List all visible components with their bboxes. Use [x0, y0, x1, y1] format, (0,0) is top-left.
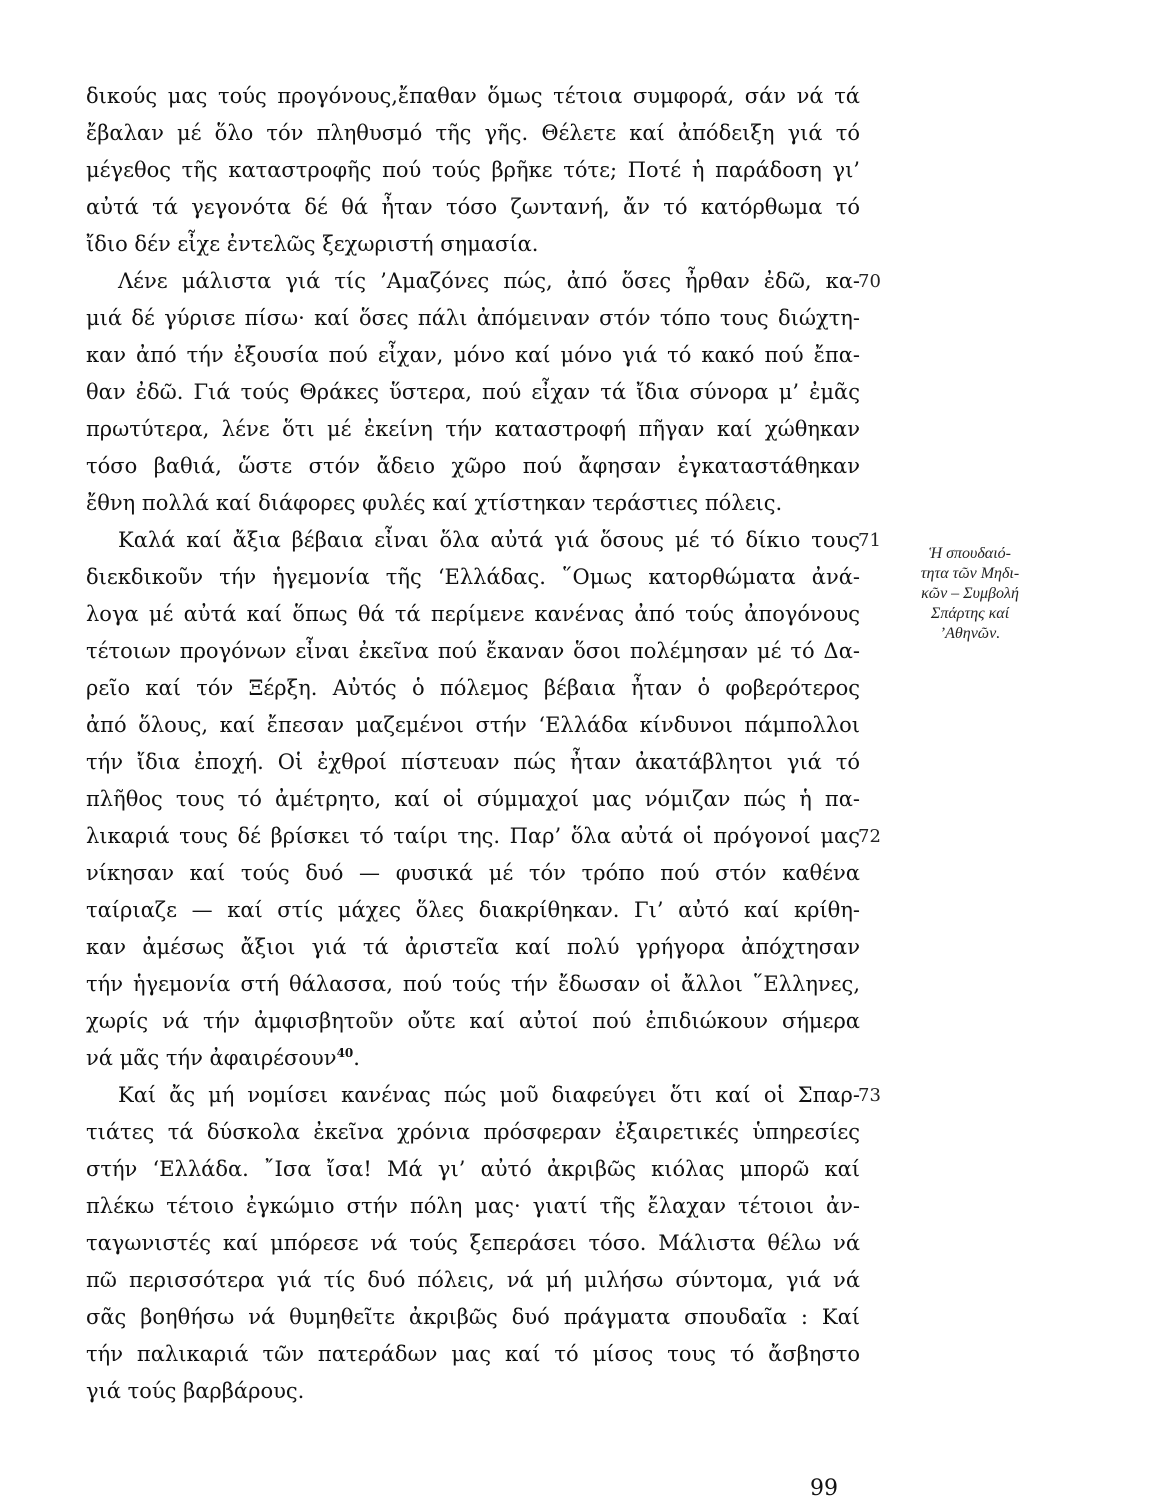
sidenote-line: τητα τῶν Μηδι-: [920, 565, 1020, 582]
text-line: χωρίς νά τήν ἀμφισβητοῦν οὔτε καί αὐτοί πού ἐπιδιώκουν σήμερα: [86, 1009, 860, 1033]
text-line: ἴδιο δέν εἶχε ἐντελῶς ξεχωριστή σημασία.: [86, 232, 539, 256]
text-line: τήν παλικαριά τῶν πατεράδων μας καί τό μίσος τους τό ἄσβηστο: [86, 1342, 860, 1366]
text-line: τόσο βαθιά, ὥστε στόν ἄδειο χῶρο πού ἄφησαν ἐγκαταστάθηκαν: [86, 454, 860, 478]
line-number-70: 70: [858, 271, 881, 292]
text-line: λικαριά τους δέ βρίσκει τό ταίρι της. Παρ’ ὅλα αὐτά οἱ πρόγονοί μας: [86, 824, 860, 848]
text-line: μιά δέ γύρισε πίσω· καί ὅσες πάλι ἀπόμειναν στόν τόπο τους διώχτη-: [86, 306, 860, 330]
text-line: αὐτά τά γεγονότα δέ θά ἦταν τόσο ζωντανή, ἄν τό κατόρθωμα τό: [86, 195, 860, 219]
text-line: τήν ἴδια ἐποχή. Οἱ ἐχθροί πίστευαν πώς ἦταν ἀκατάβλητοι γιά τό: [86, 750, 860, 774]
main-text-block: [86, 78, 860, 1410]
footnote-reference[interactable]: 40: [336, 1046, 354, 1060]
text-line: διεκδικοῦν τήν ἡγεμονία τῆς ‘Ελλάδας. ῞Ομως κατορθώματα ἀνά-: [86, 565, 860, 589]
text-line: δικούς μας τούς προγόνους,ἔπαθαν ὅμως τέτοια συμφορά, σάν νά τά: [86, 84, 860, 108]
line-number-73: 73: [858, 1085, 881, 1106]
text-line: καν ἀμέσως ἄξιοι γιά τά ἀριστεῖα καί πολύ γρήγορα ἀπόχτησαν: [86, 935, 860, 959]
text-line: Καί ἄς μή νομίσει κανένας πώς μοῦ διαφεύγει ὅτι καί οἱ Σπαρ-: [118, 1083, 860, 1107]
text-line: ἔθνη πολλά καί διάφορες φυλές καί χτίστηκαν τεράστιες πόλεις.: [86, 491, 783, 515]
text-line: σᾶς βοηθήσω νά θυμηθεῖτε ἀκριβῶς δυό πράγματα σπουδαῖα : Καί: [86, 1305, 860, 1329]
text-fragment: νά μᾶς τήν ἀφαιρέσουν: [86, 1046, 337, 1070]
text-line: πῶ περισσότερα γιά τίς δυό πόλεις, νά μή μιλήσω σύντομα, γιά νά: [86, 1268, 860, 1292]
text-line: πρωτύτερα, λένε ὅτι μέ ἐκείνη τήν καταστροφή πῆγαν καί χώθηκαν: [86, 417, 860, 441]
text-line: τέτοιων προγόνων εἶναι ἐκεῖνα πού ἔκαναν ὅσοι πολέμησαν μέ τό Δα-: [86, 639, 860, 663]
text-line-with-footnote: νά μᾶς τήν ἀφαιρέσουν$^{40}$.: [86, 1046, 360, 1070]
text-line: μέγεθος τῆς καταστροφῆς πού τούς βρῆκε τότε; Ποτέ ἡ παράδοση γι’: [86, 158, 860, 182]
line-number-71: 71: [858, 530, 881, 551]
margin-sidenote: [870, 544, 1070, 644]
line-number-72: 72: [858, 826, 881, 847]
text-line: ἔβαλαν μέ ὅλο τόν πληθυσμό τῆς γῆς. Θέλετε καί ἀπόδειξη γιά τό: [86, 121, 860, 145]
text-line: ταγωνιστές καί μπόρεσε νά τούς ξεπεράσει τόσο. Μάλιστα θέλω νά: [86, 1231, 860, 1255]
text-line: καν ἀπό τήν ἐξουσία πού εἶχαν, μόνο καί μόνο γιά τό κακό πού ἔπα-: [86, 343, 860, 367]
text-line: ταίριαζε — καί στίς μάχες ὅλες διακρίθηκαν. Γι’ αὐτό καί κρίθη-: [86, 898, 860, 922]
text-line: νίκησαν καί τούς δυό — φυσικά μέ τόν τρόπο πού στόν καθένα: [86, 861, 860, 885]
text-line: στήν ‘Ελλάδα. ῎Ισα ἴσα! Μά γι’ αὐτό ἀκριβῶς κιόλας μπορῶ καί: [86, 1157, 860, 1181]
page-number: 99: [810, 1476, 838, 1501]
sidenote-line: κῶν – Συμβολή: [921, 585, 1019, 602]
text-line: ἀπό ὅλους, καί ἔπεσαν μαζεμένοι στήν ‘Ελλάδα κίνδυνοι πάμπολλοι: [86, 713, 860, 737]
sidenote-line: ’Αθηνῶν.: [939, 625, 1001, 642]
text-line: θαν ἐδῶ. Γιά τούς Θράκες ὕστερα, πού εἶχαν τά ἴδια σύνορα μ’ ἐμᾶς: [86, 380, 860, 404]
sidenote-line: Σπάρτης καί: [930, 605, 1010, 622]
text-line: Καλά καί ἄξια βέβαια εἶναι ὅλα αὐτά γιά ὅσους μέ τό δίκιο τους: [118, 528, 860, 552]
text-line: τιάτες τά δύσκολα ἐκεῖνα χρόνια πρόσφεραν ἐξαιρετικές ὑπηρεσίες: [86, 1120, 860, 1144]
text-line: πλῆθος τους τό ἀμέτρητο, καί οἱ σύμμαχοί μας νόμιζαν πώς ἡ πα-: [86, 787, 860, 811]
text-line: Λένε μάλιστα γιά τίς ’Αμαζόνες πώς, ἀπό ὅσες ἦρθαν ἐδῶ, κα-: [118, 269, 860, 293]
text-line: τήν ἡγεμονία στή θάλασσα, πού τούς τήν ἔδωσαν οἱ ἄλλοι ῞Ελληνες,: [86, 972, 860, 996]
text-line: ρεῖο καί τόν Ξέρξη. Αὐτός ὁ πόλεμος βέβαια ἦταν ὁ φοβερότερος: [86, 676, 860, 700]
text-line: γιά τούς βαρβάρους.: [86, 1379, 305, 1403]
sidenote-line: Ἡ σπουδαιό-: [929, 545, 1011, 562]
text-line: λογα μέ αὐτά καί ὅπως θά τά περίμενε κανένας ἀπό τούς ἀπογόνους: [86, 602, 860, 626]
text-line: πλέκω τέτοιο ἐγκώμιο στήν πόλη μας· γιατί τῆς ἔλαχαν τέτοιοι ἀν-: [86, 1194, 860, 1218]
